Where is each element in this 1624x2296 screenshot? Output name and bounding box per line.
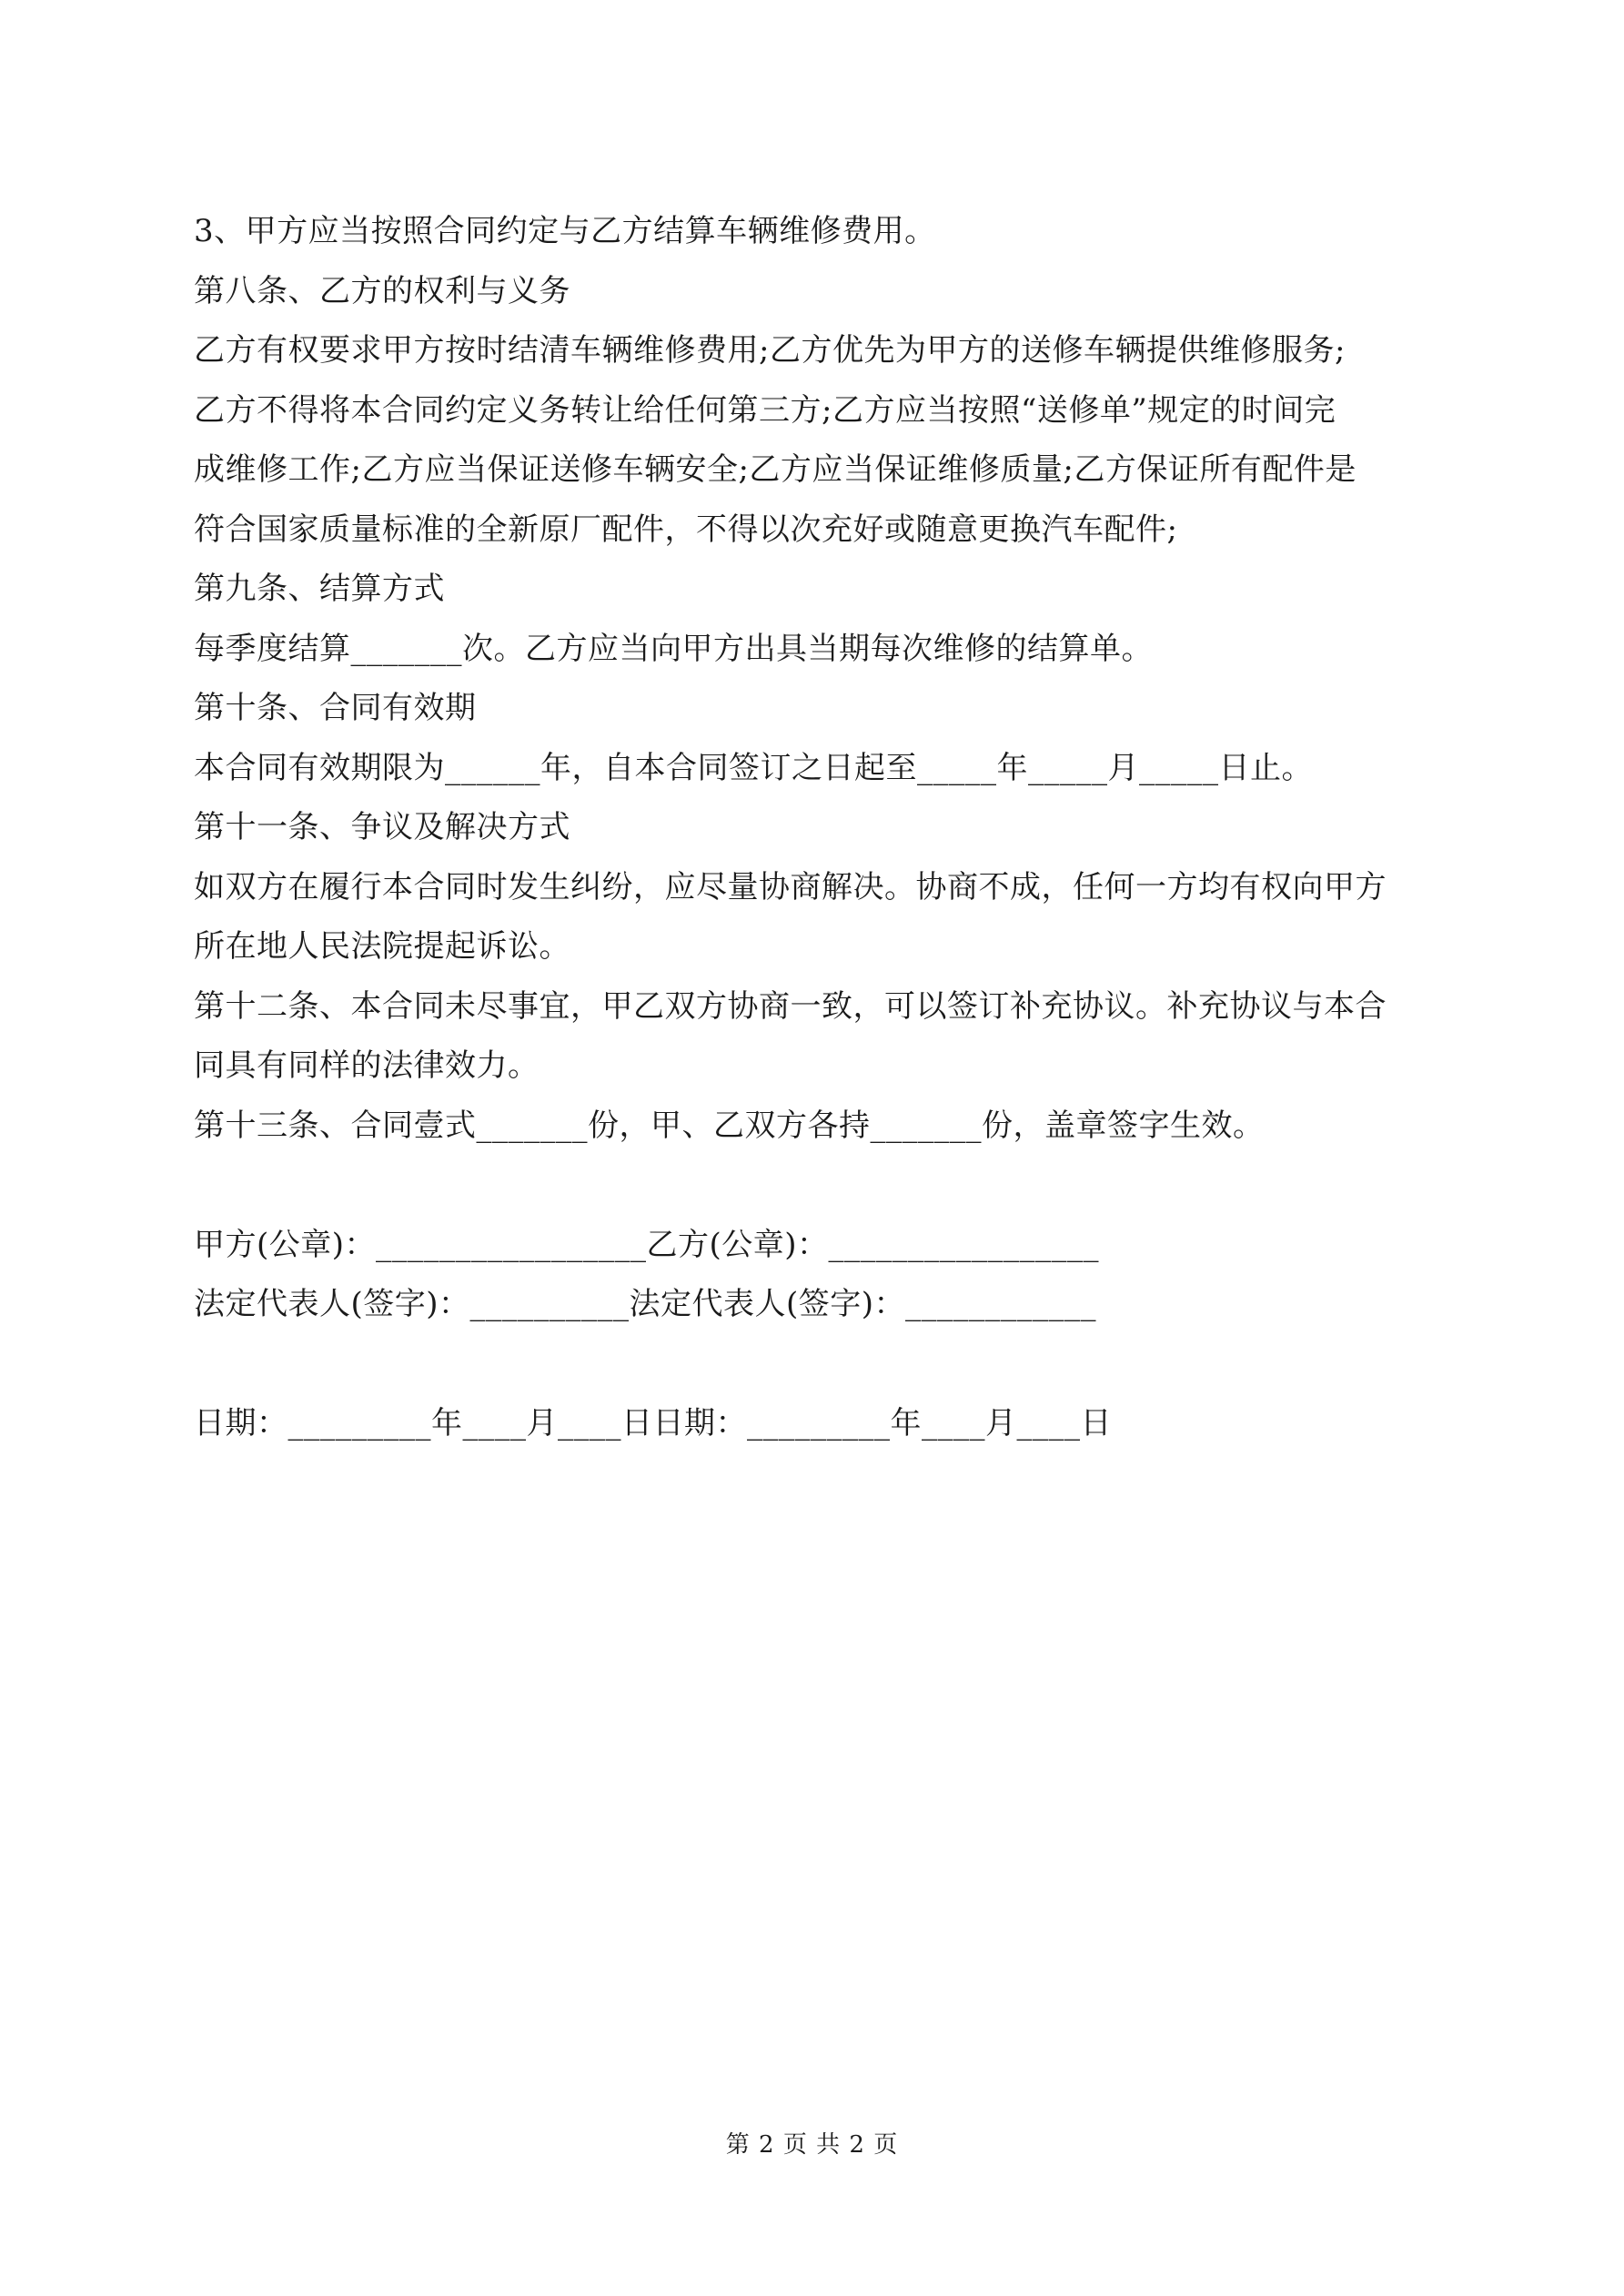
page-number-footer: 第 2 页 共 2 页 (725, 2131, 899, 2159)
spacer (194, 1335, 1458, 1395)
article-8-text-line-3: 成维修工作;乙方应当保证送修车辆安全;乙方应当保证维修质量;乙方保证所有配件是 (194, 451, 1357, 488)
article-9-text: 每季度结算_______次。乙方应当向甲方出具当期每次维修的结算单。 (194, 630, 1153, 667)
article-10-text: 本合同有效期限为______年，自本合同签订之日起至_____年_____月_____日止。 (194, 749, 1313, 786)
article-13-text: 第十三条、合同壹式_______份，甲、乙双方各持_______份，盖章签字生效。 (194, 1107, 1265, 1144)
article-8-text-line-1: 乙方有权要求甲方按时结清车辆维修费用;乙方优先为甲方的送修车辆提供维修服务; (194, 332, 1346, 369)
article-8-text-line-2: 乙方不得将本合同约定义务转让给任何第三方;乙方应当按照“送修单”规定的时间完 (194, 391, 1337, 429)
clause-7-item-3: 3、甲方应当按照合同约定与乙方结算车辆维修费用。 (194, 213, 936, 249)
article-12-text-line-1: 第十二条、本合同未尽事宜，甲乙双方协商一致，可以签订补充协议。补充协议与本合 (194, 987, 1387, 1025)
article-12-text-line-2: 同具有同样的法律效力。 (194, 1047, 540, 1084)
article-11-text-line-1: 如双方在履行本合同时发生纠纷，应尽量协商解决。协商不成，任何一方均有权向甲方 (194, 868, 1387, 905)
signature-representative-line: 法定代表人(签字)：__________法定代表人(签字)：____________ (194, 1286, 1097, 1322)
signature-party-line: 甲方(公章)：_________________乙方(公章)：_________________ (194, 1226, 1100, 1263)
article-10-heading: 第十条、合同有效期 (194, 690, 477, 726)
spacer (194, 1156, 1458, 1216)
article-8-text-line-4: 符合国家质量标准的全新原厂配件，不得以次充好或随意更换汽车配件; (194, 511, 1178, 548)
article-9-heading: 第九条、结算方式 (194, 571, 445, 607)
article-11-heading: 第十一条、争议及解决方式 (194, 809, 570, 845)
article-8-heading: 第八条、乙方的权利与义务 (194, 272, 570, 309)
signature-date-line: 日期：_________年____月____日日期：_________年____月____日 (194, 1405, 1112, 1441)
article-11-text-line-2: 所在地人民法院提起诉讼。 (194, 928, 570, 965)
contract-body (194, 202, 1458, 1454)
